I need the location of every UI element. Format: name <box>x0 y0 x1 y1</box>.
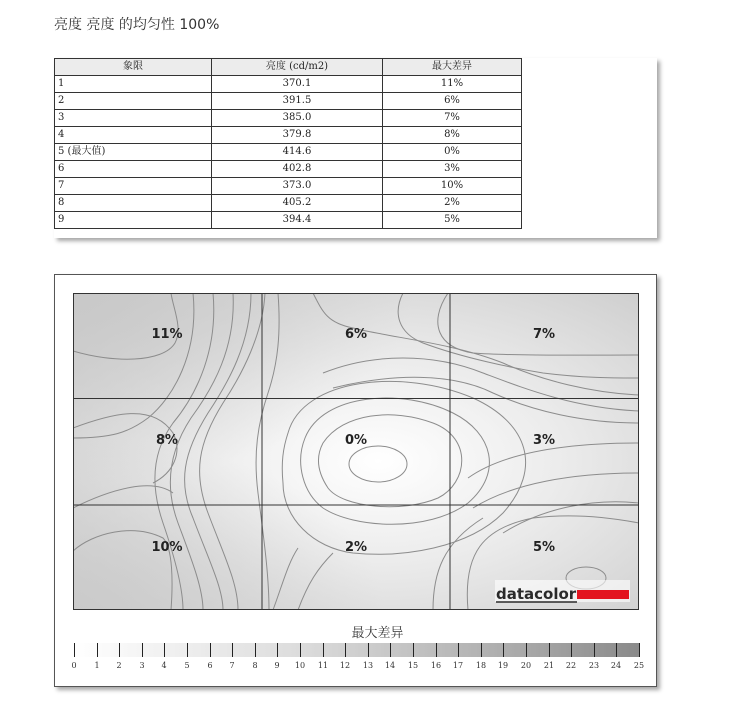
cell-max-diff: 7% <box>383 110 522 127</box>
legend-tick <box>481 643 482 657</box>
legend-tick <box>210 643 211 657</box>
luminance-table-panel <box>54 58 657 238</box>
cell-quadrant: 6 <box>55 161 212 178</box>
legend-tick-label: 7 <box>229 661 235 670</box>
cell-luminance: 385.0 <box>212 110 383 127</box>
cell-luminance: 405.2 <box>212 195 383 212</box>
legend-tick <box>142 643 143 657</box>
legend-tick-label: 24 <box>610 661 622 670</box>
legend-tick <box>74 643 75 657</box>
cell-max-diff: 8% <box>383 127 522 144</box>
table-header-row <box>55 59 522 76</box>
cell-label-3: 7% <box>532 327 556 342</box>
cell-luminance: 373.0 <box>212 178 383 195</box>
legend-tick-label: 20 <box>520 661 532 670</box>
legend-tick-label: 19 <box>497 661 509 670</box>
cell-luminance: 379.8 <box>212 127 383 144</box>
legend-tick-label: 1 <box>94 661 100 670</box>
contour-plot <box>73 293 639 610</box>
col-header-quadrant: 象限 <box>55 59 212 76</box>
legend-tick <box>300 643 301 657</box>
cell-label-7: 10% <box>151 540 183 555</box>
legend-tick-label: 16 <box>430 661 442 670</box>
cell-max-diff: 11% <box>383 76 522 93</box>
cell-label-4: 8% <box>155 433 179 448</box>
legend-tick-label: 6 <box>207 661 213 670</box>
cell-quadrant: 5 (最大值) <box>55 144 212 161</box>
legend-tick <box>458 643 459 657</box>
legend-tick <box>164 643 165 657</box>
table-row <box>55 76 522 93</box>
legend-tick-label: 11 <box>317 661 329 670</box>
legend-tick-label: 0 <box>71 661 77 670</box>
datacolor-red-bar <box>577 590 629 599</box>
legend-tick-label: 5 <box>184 661 190 670</box>
legend-tick <box>526 643 527 657</box>
legend-tick-label: 22 <box>565 661 577 670</box>
legend-tick <box>187 643 188 657</box>
legend-tick <box>413 643 414 657</box>
legend-tick <box>436 643 437 657</box>
legend-tick-label: 18 <box>475 661 487 670</box>
cell-luminance: 402.8 <box>212 161 383 178</box>
cell-max-diff: 5% <box>383 212 522 229</box>
cell-max-diff: 3% <box>383 161 522 178</box>
table-row <box>55 178 522 195</box>
col-header-luminance: 亮度 (cd/m2) <box>212 59 383 76</box>
datacolor-logo <box>495 580 630 603</box>
cell-quadrant: 7 <box>55 178 212 195</box>
cell-luminance: 370.1 <box>212 76 383 93</box>
table-row <box>55 161 522 178</box>
legend-tick-label: 23 <box>588 661 600 670</box>
legend-tick-label: 12 <box>339 661 351 670</box>
legend-tick <box>97 643 98 657</box>
cell-max-diff: 10% <box>383 178 522 195</box>
legend-tick-label: 25 <box>633 661 645 670</box>
legend-tick <box>390 643 391 657</box>
cell-luminance: 414.6 <box>212 144 383 161</box>
table-row <box>55 127 522 144</box>
col-header-max-diff: 最大差异 <box>383 59 522 76</box>
svg-text:datacolor: datacolor <box>496 585 577 603</box>
cell-label-1: 11% <box>151 327 183 342</box>
legend-tick-label: 14 <box>384 661 396 670</box>
legend-tick <box>119 643 120 657</box>
cell-quadrant: 2 <box>55 93 212 110</box>
legend-tick-label: 17 <box>452 661 464 670</box>
cell-label-9: 5% <box>532 540 556 555</box>
cell-label-6: 3% <box>532 433 556 448</box>
cell-luminance: 394.4 <box>212 212 383 229</box>
legend-tick <box>616 643 617 657</box>
cell-label-2: 6% <box>344 327 368 342</box>
legend-tick <box>368 643 369 657</box>
table-row <box>55 144 522 161</box>
page-title: 亮度 亮度 的均匀性 100% <box>54 17 220 33</box>
cell-quadrant: 4 <box>55 127 212 144</box>
cell-quadrant: 3 <box>55 110 212 127</box>
cell-label-5: 0% <box>344 433 368 448</box>
legend-tick-label: 13 <box>362 661 374 670</box>
legend-colorbar <box>74 643 639 657</box>
legend-tick-label: 8 <box>252 661 258 670</box>
legend-tick-label: 2 <box>116 661 122 670</box>
table-row <box>55 93 522 110</box>
legend-tick-label: 3 <box>139 661 145 670</box>
cell-quadrant: 1 <box>55 76 212 93</box>
table-row <box>55 212 522 229</box>
legend-tick <box>594 643 595 657</box>
legend-tick <box>323 643 324 657</box>
legend-tick-label: 10 <box>294 661 306 670</box>
legend-tick-label: 21 <box>543 661 555 670</box>
table-row <box>55 195 522 212</box>
legend-tick-label: 15 <box>407 661 419 670</box>
legend-tick <box>345 643 346 657</box>
table-row <box>55 110 522 127</box>
cell-max-diff: 0% <box>383 144 522 161</box>
legend-tick <box>549 643 550 657</box>
cell-luminance: 391.5 <box>212 93 383 110</box>
legend-tick <box>503 643 504 657</box>
legend-tick <box>277 643 278 657</box>
legend-tick-label: 9 <box>274 661 280 670</box>
cell-quadrant: 8 <box>55 195 212 212</box>
legend-tick-label: 4 <box>161 661 167 670</box>
legend-tick <box>639 643 640 657</box>
cell-max-diff: 2% <box>383 195 522 212</box>
cell-quadrant: 9 <box>55 212 212 229</box>
legend-title: 最大差异 <box>351 626 404 641</box>
legend-tick <box>232 643 233 657</box>
legend-tick <box>571 643 572 657</box>
cell-max-diff: 6% <box>383 93 522 110</box>
legend-tick <box>255 643 256 657</box>
cell-label-8: 2% <box>344 540 368 555</box>
luminance-table <box>54 58 522 229</box>
